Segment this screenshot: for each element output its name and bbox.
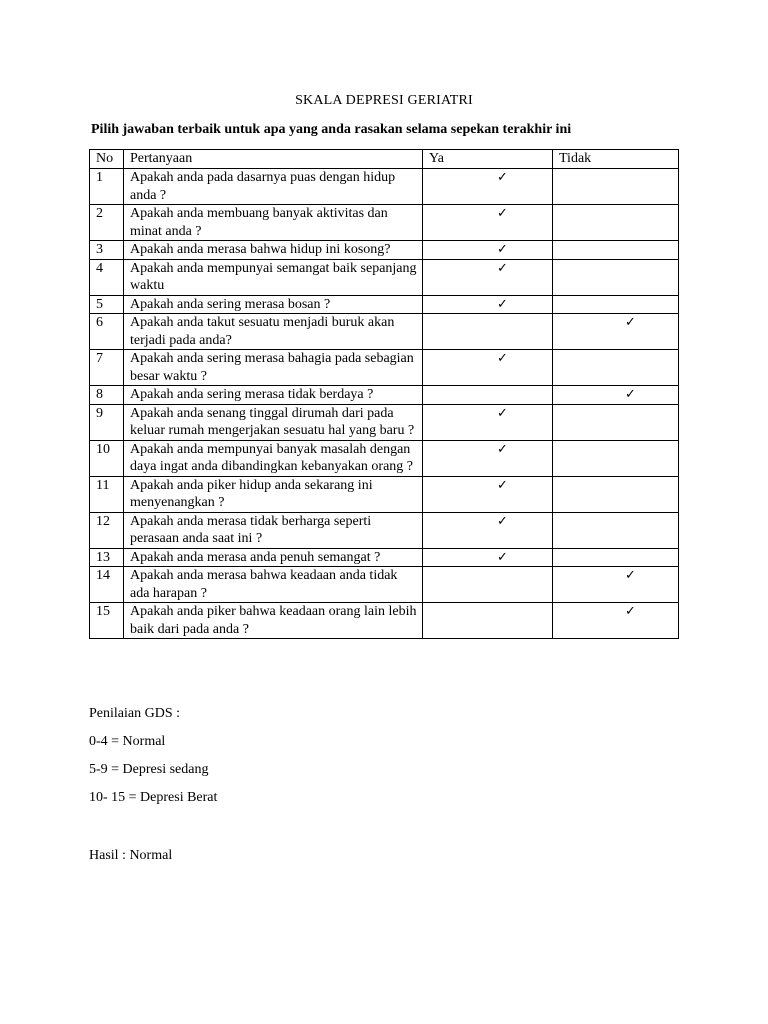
answer-no-cell: [553, 259, 679, 295]
row-question: Apakah anda merasa anda penuh semangat ?: [124, 548, 423, 567]
row-number: 15: [90, 603, 124, 639]
answer-no-cell: [553, 314, 679, 350]
table-row: [90, 259, 679, 295]
scoring-section: [89, 706, 217, 818]
answer-no-cell: [553, 567, 679, 603]
row-number: 3: [90, 241, 124, 260]
row-number: 5: [90, 295, 124, 314]
row-question: Apakah anda sering merasa bosan ?: [124, 295, 423, 314]
checkmark-icon: ✓: [625, 568, 636, 583]
row-question: Apakah anda senang tinggal dirumah dari pada keluar rumah mengerjakan sesuatu hal yang baru ?: [124, 404, 423, 440]
answer-yes-cell: [423, 603, 553, 639]
row-number: 13: [90, 548, 124, 567]
table-row: [90, 404, 679, 440]
scoring-level-normal: 0-4 = Normal: [89, 734, 166, 749]
row-number: 2: [90, 205, 124, 241]
answer-yes-cell: [423, 259, 553, 295]
answer-no-cell: [553, 386, 679, 405]
row-number: 1: [90, 169, 124, 205]
answer-yes-cell: [423, 241, 553, 260]
checkmark-icon: ✓: [497, 170, 508, 185]
table-row: [90, 241, 679, 260]
gds-questionnaire-table: [89, 149, 679, 639]
row-question: Apakah anda merasa bahwa keadaan anda tidak ada harapan ?: [124, 567, 423, 603]
checkmark-icon: ✓: [625, 387, 636, 402]
row-number: 6: [90, 314, 124, 350]
table-row: [90, 512, 679, 548]
table-row: [90, 295, 679, 314]
table-row: [90, 567, 679, 603]
row-question: Apakah anda mempunyai banyak masalah dengan daya ingat anda dibandingkan kebanyakan orang ?: [124, 440, 423, 476]
table-row: [90, 314, 679, 350]
row-question: Apakah anda pada dasarnya puas dengan hidup anda ?: [124, 169, 423, 205]
answer-yes-cell: [423, 512, 553, 548]
table-header-row: [90, 150, 679, 169]
answer-no-cell: [553, 603, 679, 639]
answer-no-cell: [553, 205, 679, 241]
table-row: [90, 548, 679, 567]
checkmark-icon: ✓: [497, 477, 508, 493]
answer-no-cell: [553, 295, 679, 314]
instruction-text: Pilih jawaban terbaik untuk apa yang anda rasakan selama sepekan terakhir ini: [91, 122, 572, 137]
scoring-heading: Penilaian GDS :: [89, 706, 180, 721]
answer-yes-cell: [423, 295, 553, 314]
scoring-level-severe: 10- 15 = Depresi Berat: [89, 790, 218, 805]
answer-yes-cell: [423, 205, 553, 241]
answer-no-cell: [553, 169, 679, 205]
row-question: Apakah anda piker bahwa keadaan orang lain lebih baik dari pada anda ?: [124, 603, 423, 639]
result-text: Hasil : Normal: [89, 848, 173, 863]
row-number: 4: [90, 259, 124, 295]
checkmark-icon: ✓: [625, 604, 636, 619]
row-number: 9: [90, 404, 124, 440]
row-question: Apakah anda sering merasa bahagia pada sebagian besar waktu ?: [124, 350, 423, 386]
answer-yes-cell: [423, 404, 553, 440]
row-question: Apakah anda merasa tidak berharga seperti perasaan anda saat ini ?: [124, 512, 423, 548]
checkmark-icon: ✓: [497, 405, 508, 421]
document-title: SKALA DEPRESI GERIATRI: [295, 93, 473, 108]
answer-no-cell: [553, 548, 679, 567]
header-no-answer: Tidak: [553, 150, 679, 169]
answer-no-cell: [553, 350, 679, 386]
row-number: 10: [90, 440, 124, 476]
checkmark-icon: ✓: [497, 242, 508, 257]
scoring-level-moderate: 5-9 = Depresi sedang: [89, 762, 209, 777]
row-question: Apakah anda piker hidup anda sekarang ini menyenangkan ?: [124, 476, 423, 512]
table-row: [90, 476, 679, 512]
checkmark-icon: ✓: [497, 549, 508, 565]
row-question: Apakah anda takut sesuatu menjadi buruk akan terjadi pada anda?: [124, 314, 423, 350]
header-question: Pertanyaan: [124, 150, 423, 169]
row-question: Apakah anda membuang banyak aktivitas dan minat anda ?: [124, 205, 423, 241]
answer-yes-cell: [423, 350, 553, 386]
answer-no-cell: [553, 440, 679, 476]
header-yes: Ya: [423, 150, 553, 169]
answer-no-cell: [553, 476, 679, 512]
row-question: Apakah anda mempunyai semangat baik sepanjang waktu: [124, 259, 423, 295]
row-number: 12: [90, 512, 124, 548]
answer-yes-cell: [423, 476, 553, 512]
answer-no-cell: [553, 512, 679, 548]
answer-yes-cell: [423, 548, 553, 567]
answer-yes-cell: [423, 567, 553, 603]
answer-no-cell: [553, 241, 679, 260]
table-row: [90, 350, 679, 386]
table-row: [90, 205, 679, 241]
row-number: 7: [90, 350, 124, 386]
table-row: [90, 386, 679, 405]
answer-yes-cell: [423, 386, 553, 405]
header-no: No: [90, 150, 124, 169]
table-row: [90, 440, 679, 476]
row-number: 8: [90, 386, 124, 405]
answer-yes-cell: [423, 314, 553, 350]
row-question: Apakah anda sering merasa tidak berdaya ?: [124, 386, 423, 405]
checkmark-icon: ✓: [497, 206, 508, 221]
row-question: Apakah anda merasa bahwa hidup ini kosong?: [124, 241, 423, 260]
table-row: [90, 169, 679, 205]
checkmark-icon: ✓: [625, 315, 636, 330]
checkmark-icon: ✓: [497, 351, 508, 366]
checkmark-icon: ✓: [497, 296, 508, 312]
answer-no-cell: [553, 404, 679, 440]
row-number: 14: [90, 567, 124, 603]
checkmark-icon: ✓: [497, 441, 508, 457]
answer-yes-cell: [423, 440, 553, 476]
row-number: 11: [90, 476, 124, 512]
table-row: [90, 603, 679, 639]
checkmark-icon: ✓: [497, 260, 508, 276]
checkmark-icon: ✓: [497, 513, 508, 529]
answer-yes-cell: [423, 169, 553, 205]
